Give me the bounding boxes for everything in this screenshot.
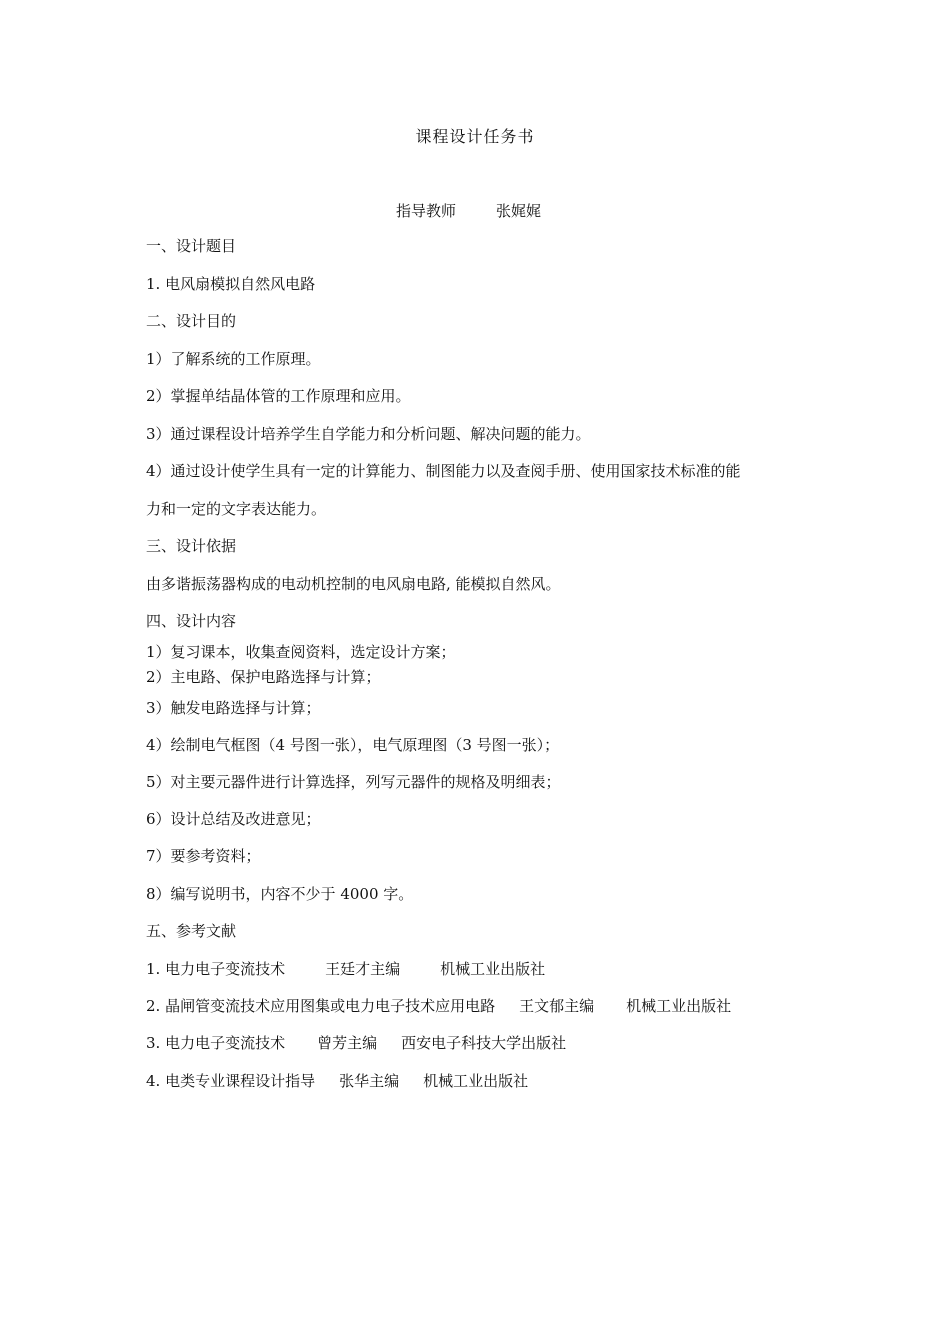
topic-item: 1. 电风扇模拟自然风电路 (146, 275, 316, 293)
content-item: 2）主电路、保护电路选择与计算； (146, 668, 381, 686)
reference-author: 曾芳主编 (317, 1034, 378, 1052)
reference-item (146, 1033, 566, 1053)
content-item: 5）对主要元器件进行计算选择，列写元器件的规格及明细表； (146, 773, 561, 791)
content-item: 4）绘制电气框图（4 号图一张），电气原理图（3 号图一张）； (146, 736, 560, 754)
basis-text: 由多谐振荡器构成的电动机控制的电风扇电路, 能模拟自然风。 (146, 575, 561, 593)
reference-number: 2. (146, 997, 161, 1015)
purpose-item-continuation: 力和一定的文字表达能力。 (146, 500, 327, 518)
section-heading-content: 四、设计内容 (146, 612, 237, 630)
reference-author: 张华主编 (339, 1072, 400, 1090)
reference-publisher: 西安电子科技大学出版社 (401, 1034, 567, 1052)
purpose-item: 2）掌握单结晶体管的工作原理和应用。 (146, 387, 411, 405)
reference-author: 王廷才主编 (325, 960, 401, 978)
advisor-name: 张娓娓 (496, 202, 542, 220)
reference-item (146, 959, 545, 979)
reference-author: 王文郁主编 (519, 997, 595, 1015)
purpose-item: 4）通过设计使学生具有一定的计算能力、制图能力以及查阅手册、使用国家技术标准的能 (146, 462, 741, 480)
content-item: 3）触发电路选择与计算； (146, 699, 321, 717)
reference-publisher: 机械工业出版社 (440, 960, 546, 978)
content-item: 1）复习课本，收集查阅资料，选定设计方案； (146, 643, 456, 661)
advisor-label: 指导教师 (396, 202, 457, 220)
reference-item (146, 996, 731, 1016)
reference-book: 电力电子变流技术 (165, 1034, 286, 1052)
section-heading-topic: 一、设计题目 (146, 237, 237, 255)
purpose-item: 3）通过课程设计培养学生自学能力和分析问题、解决问题的能力。 (146, 425, 591, 443)
reference-number: 1. (146, 960, 161, 978)
reference-book: 电力电子变流技术 (165, 960, 286, 978)
document-title: 课程设计任务书 (415, 127, 535, 146)
reference-publisher: 机械工业出版社 (626, 997, 732, 1015)
advisor-line (396, 200, 541, 221)
reference-number: 3. (146, 1034, 161, 1052)
section-heading-references: 五、参考文献 (146, 922, 237, 940)
purpose-item: 1）了解系统的工作原理。 (146, 350, 321, 368)
reference-publisher: 机械工业出版社 (423, 1072, 529, 1090)
reference-book: 晶闸管变流技术应用图集或电力电子技术应用电路 (165, 997, 496, 1015)
reference-item (146, 1071, 528, 1091)
reference-number: 4. (146, 1072, 161, 1090)
content-item: 6）设计总结及改进意见； (146, 810, 321, 828)
reference-book: 电类专业课程设计指导 (165, 1072, 316, 1090)
section-heading-basis: 三、设计依据 (146, 537, 237, 555)
content-item: 7）要参考资料； (146, 847, 261, 865)
content-item: 8）编写说明书，内容不少于 4000 字。 (146, 885, 414, 903)
section-heading-purpose: 二、设计目的 (146, 312, 237, 330)
